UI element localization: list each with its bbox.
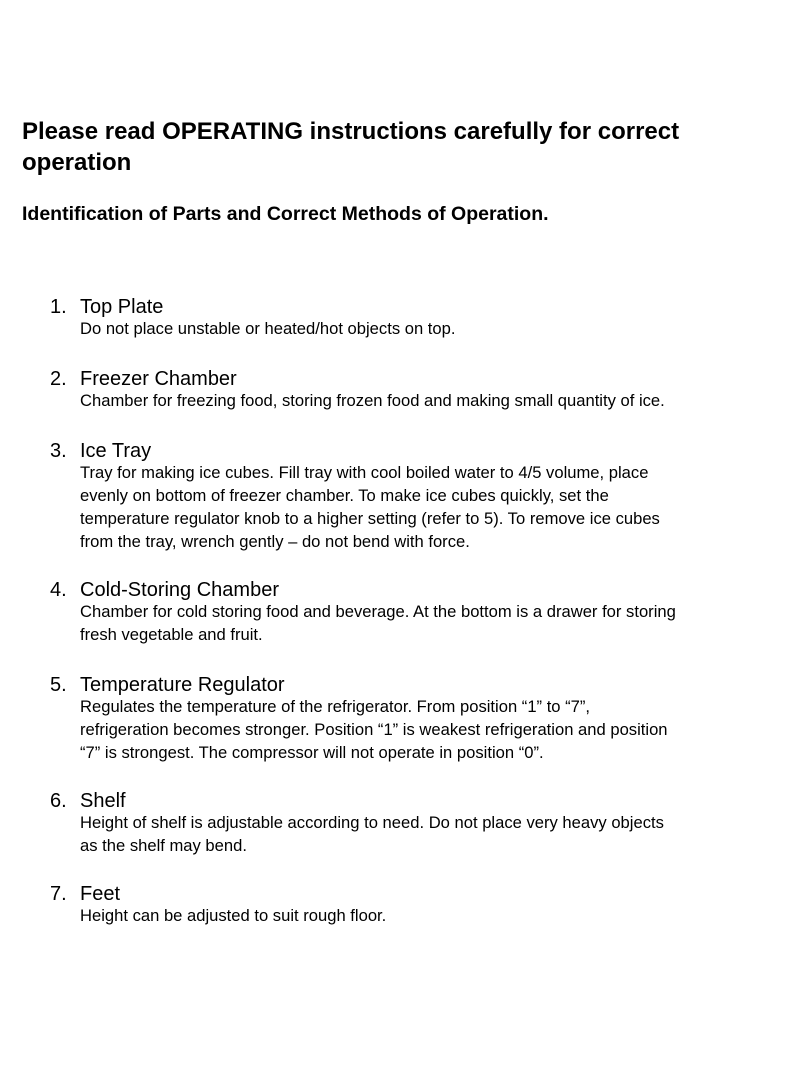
part-description-line: refrigeration becomes stronger. Position “1” is weakest refrigeration and position xyxy=(80,720,668,739)
part-description xyxy=(80,600,798,646)
part-description xyxy=(80,389,798,412)
part-number: 3. xyxy=(50,440,67,462)
part-name: Feet xyxy=(80,883,121,905)
part-name: Temperature Regulator xyxy=(80,674,285,696)
part-description xyxy=(80,317,798,340)
part-description-line: evenly on bottom of freezer chamber. To make ice cubes quickly, set the xyxy=(80,486,609,505)
part-description xyxy=(80,461,798,553)
part-description-line: temperature regulator knob to a higher setting (refer to 5). To remove ice cubes xyxy=(80,509,660,528)
part-description-line: fresh vegetable and fruit. xyxy=(80,625,263,644)
part-description-line: Height of shelf is adjustable according to need. Do not place very heavy objects xyxy=(80,813,664,832)
part-name: Top Plate xyxy=(80,296,164,318)
part-description-line: Regulates the temperature of the refrigerator. From position “1” to “7”, xyxy=(80,697,591,716)
part-number: 1. xyxy=(50,296,67,318)
part-description-line: Chamber for cold storing food and beverage. At the bottom is a drawer for storing xyxy=(80,602,676,621)
part-name: Shelf xyxy=(80,790,126,812)
part-number: 7. xyxy=(50,883,67,905)
page-title: Please read OPERATING instructions carefully for correct operation xyxy=(22,118,680,176)
part-description-line: Tray for making ice cubes. Fill tray with cool boiled water to 4/5 volume, place xyxy=(80,463,649,482)
part-number: 2. xyxy=(50,368,67,390)
part-name: Cold-Storing Chamber xyxy=(80,579,279,601)
section-heading: Identification of Parts and Correct Methods of Operation. xyxy=(22,203,549,225)
part-description-line: Chamber for freezing food, storing frozen food and making small quantity of ice. xyxy=(80,391,665,410)
part-number: 5. xyxy=(50,674,67,696)
part-description-line: Height can be adjusted to suit rough floor. xyxy=(80,906,387,925)
part-name: Freezer Chamber xyxy=(80,368,237,390)
part-description-line: Do not place unstable or heated/hot objects on top. xyxy=(80,319,456,338)
part-description xyxy=(80,811,798,857)
part-number: 6. xyxy=(50,790,67,812)
part-number: 4. xyxy=(50,579,67,601)
part-description xyxy=(80,695,798,764)
part-description-line: “7” is strongest. The compressor will not operate in position “0”. xyxy=(80,743,544,762)
part-description-line: from the tray, wrench gently – do not bend with force. xyxy=(80,532,470,551)
part-name: Ice Tray xyxy=(80,440,152,462)
part-description xyxy=(80,904,798,927)
part-description-line: as the shelf may bend. xyxy=(80,836,247,855)
